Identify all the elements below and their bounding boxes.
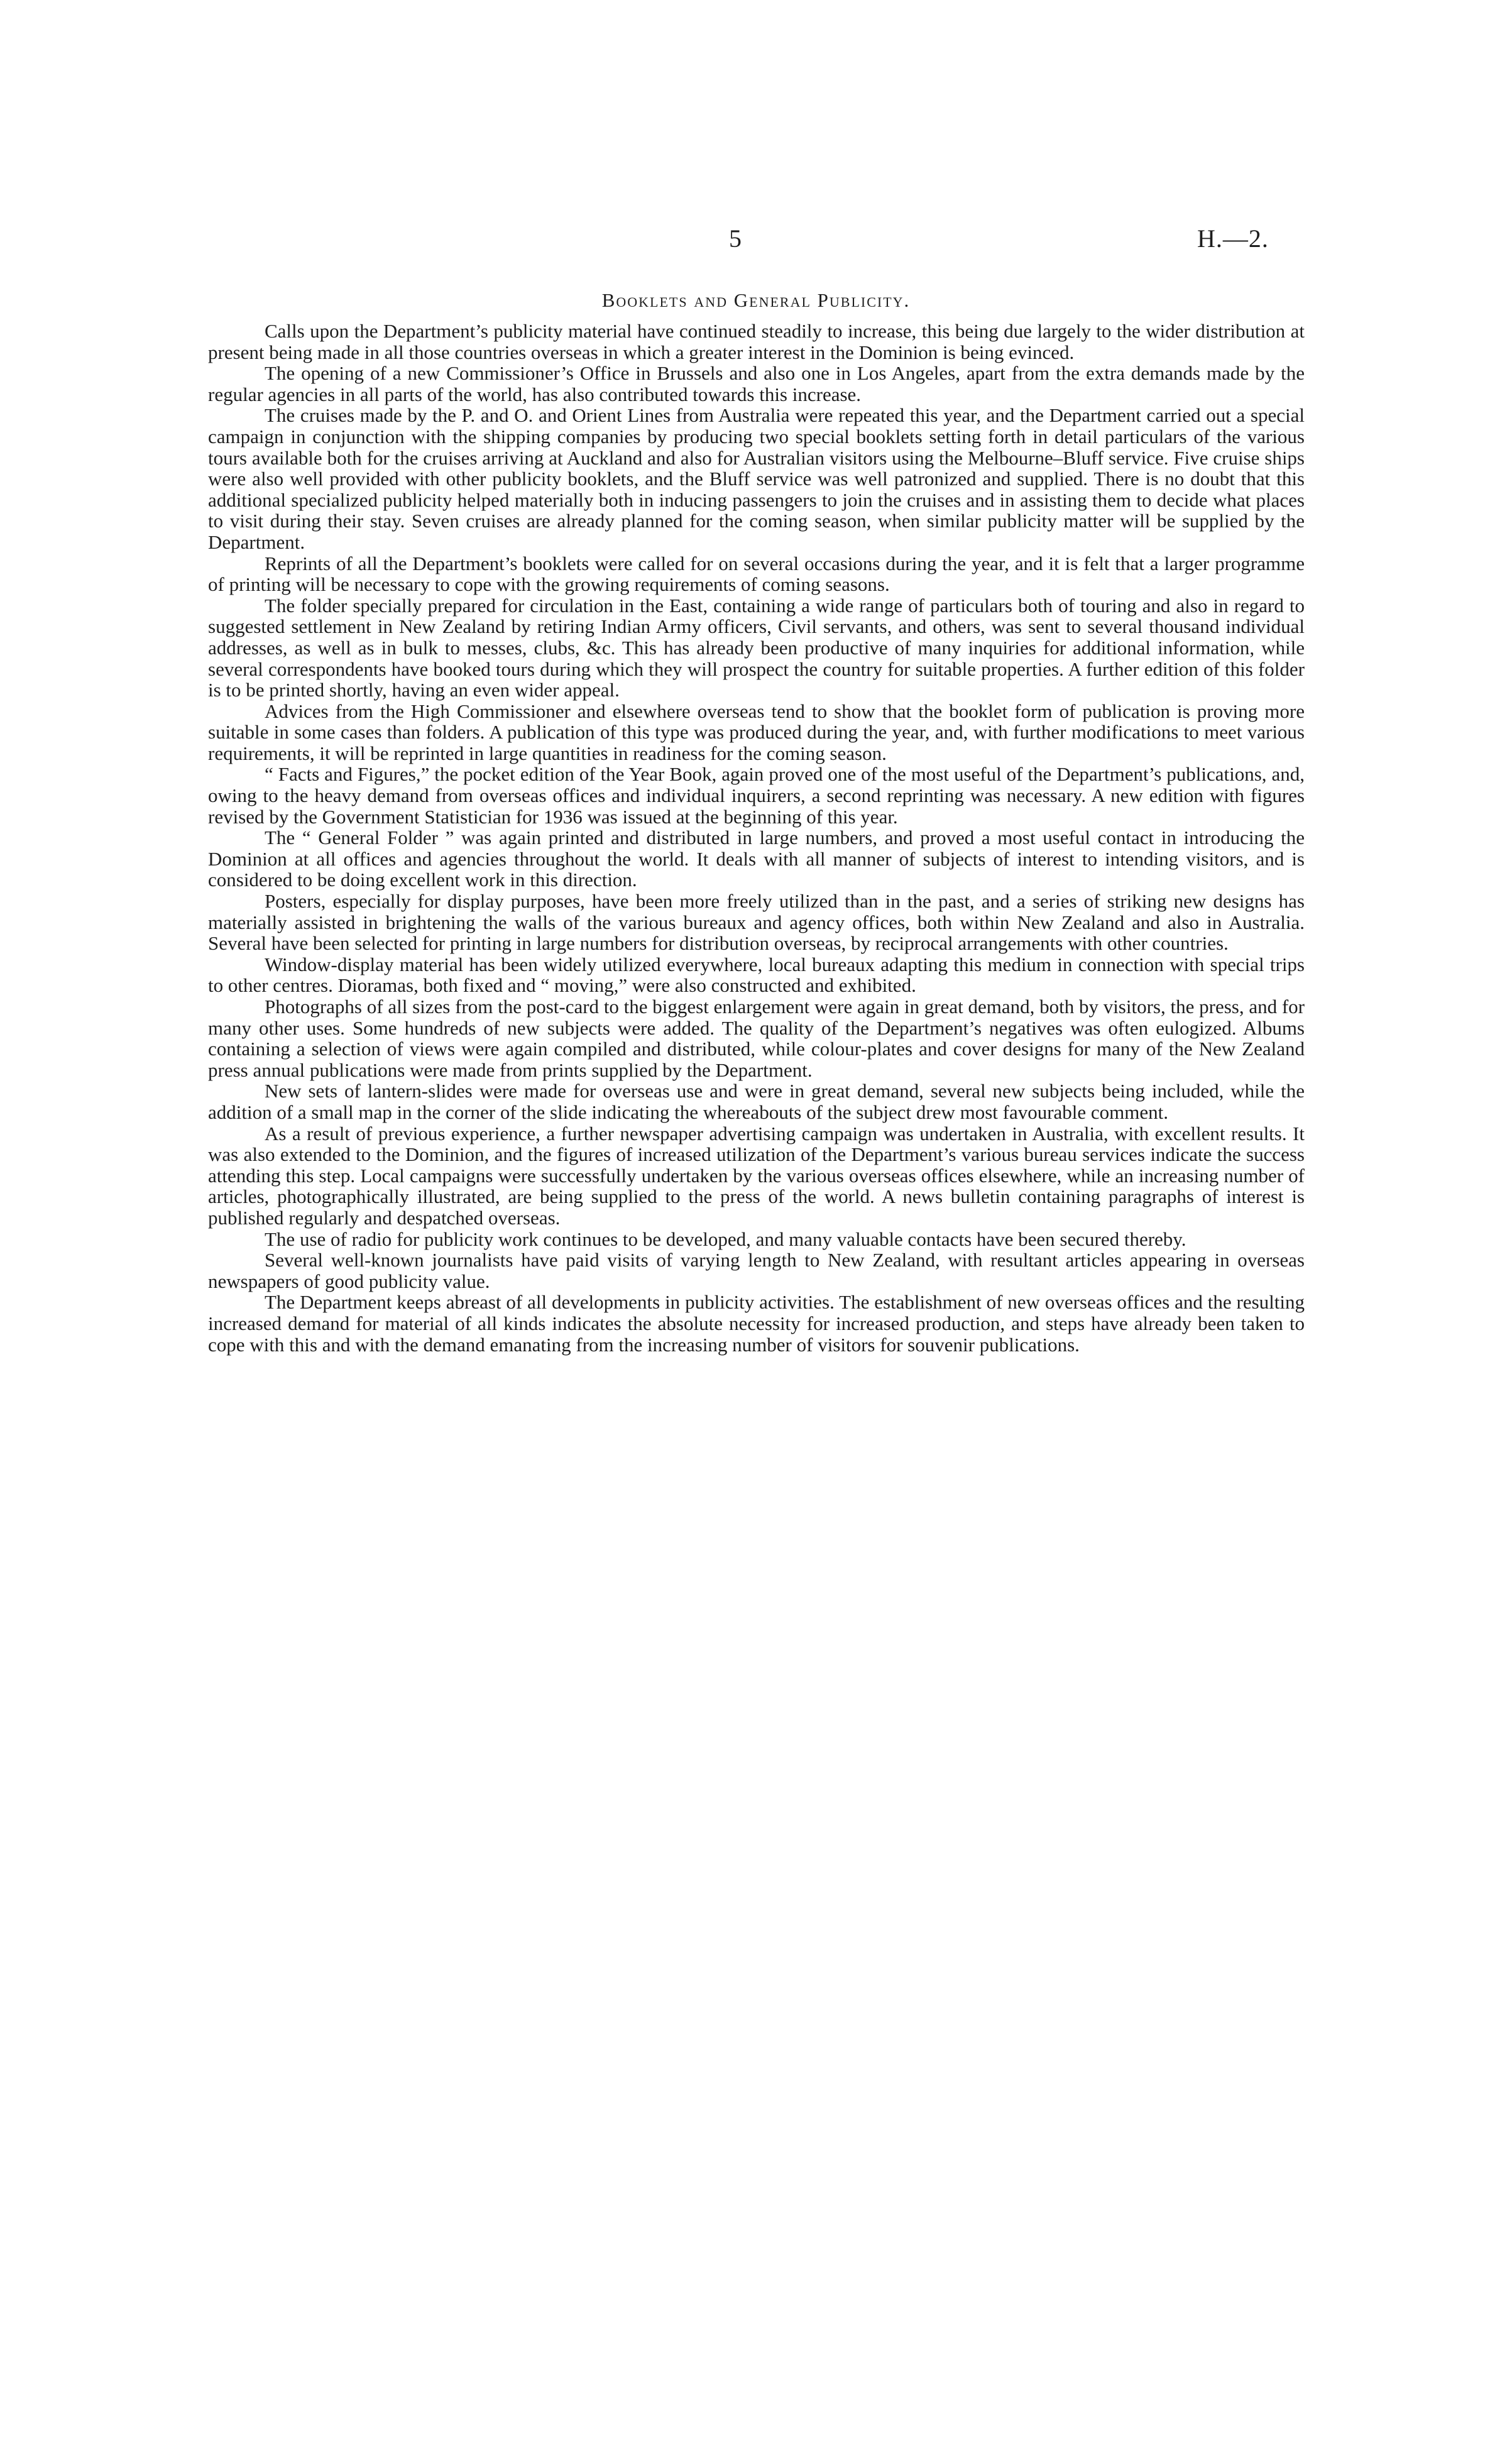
paragraph-photographs: Photographs of all sizes from the post-card to the biggest enlargement were again in great demand, both by visitors, the press, and for many other uses. Some hundreds of new subjects were added. The quality of the Department’s negatives was often eulogized. Albums containing a selection of views were again compiled and distributed, while colour-plates and cover designs for many of the New Zealand press annual publications were made from prints supplied by the Department.	[208, 996, 1305, 1081]
paragraph-newspaper-advertising: As a result of previous experience, a further newspaper advertising campaign was undertaken in Australia, with excellent results. It was also extended to the Dominion, and the figures of increased utilization of the Department’s various bureau services indicate the success attending this step. Local campaigns were successfully undertaken by the various overseas offices elsewhere, while an increasing number of articles, photographically illustrated, are being supplied to the press of the world. A news bulletin containing paragraphs of interest is published regularly and despatched overseas.	[208, 1122, 1305, 1229]
paragraph-facts-and-figures: “ Facts and Figures,” the pocket edition of the Year Book, again proved one of the most useful of the Department’s publications, and, owing to the heavy demand from overseas offices and individual inquirers, a second reprinting was necessary. A new edition with figures revised by the Government Statistician for 1936 was issued at the beginning of this year.	[208, 763, 1305, 828]
paragraph-general-folder: The “ General Folder ” was again printed and distributed in large numbers, and proved a most useful contact in introducing the Dominion at all offices and agencies throughout the world. It deals with all manner of subjects of interest to intending visitors, and is considered to be doing excellent work in this direction.	[208, 826, 1305, 891]
section-heading: Booklets and General Publicity.	[601, 289, 911, 311]
body-text	[208, 321, 1305, 1355]
paragraph-east-folder: The folder specially prepared for circulation in the East, containing a wide range of particulars both of touring and also in regard to suggested settlement in New Zealand by retiring Indian Army officers, Civil servants, and others, was sent to several thousand individual addresses, as well as in bulk to messes, clubs, &c. This has already been productive of many inquiries for additional information, while several correspondents have booked tours during which they will prospect the country for suitable properties. A further edition of this folder is to be printed shortly, having an even wider appeal.	[208, 594, 1305, 701]
paragraph-increase-in-calls: Calls upon the Department’s publicity material have continued steadily to increase, this being due largely to the wider distribution at present being made in all those countries overseas in which a greater interest in the Dominion is being evinced.	[208, 320, 1305, 363]
document-reference: H.—2.	[1197, 224, 1269, 253]
paragraph-cruises: The cruises made by the P. and O. and Orient Lines from Australia were repeated this year, and the Department carried out a special campaign in conjunction with the shipping companies by producing two special booklets setting forth in detail particulars of the various tours available both for the cruises arriving at Auckland and also for Australian visitors using the Melbourne–Bluff service. Five cruise ships were also well provided with other publicity booklets, and the Bluff service was well patronized and supplied. There is no doubt that this additional specialized publicity helped materially both in inducing passengers to join the cruises and in assisting them to decide what places to visit during their stay. Seven cruises are already planned for the coming season, when similar publicity matter will be supplied by the Department.	[208, 404, 1305, 553]
paragraph-booklet-form: Advices from the High Commissioner and elsewhere overseas tend to show that the booklet form of publication is proving more suitable in some cases than folders. A publication of this type was produced during the year, and, with further modifications to meet various requirements, it will be reprinted in large quantities in readiness for the coming season.	[208, 700, 1305, 764]
paragraph-window-display: Window-display material has been widely utilized everywhere, local bureaux adapting this medium in connection with special trips to other centres. Dioramas, both fixed and “ moving,” were also constructed and exhibited.	[208, 953, 1305, 997]
paragraph-journalists: Several well-known journalists have paid visits of varying length to New Zealand, with resultant articles appearing in overseas newspapers of good publicity value.	[208, 1249, 1305, 1292]
paragraph-posters: Posters, especially for display purposes, have been more freely utilized than in the past, and a series of striking new designs has materially assisted in brightening the walls of the various bureaux and agency offices, both within New Zealand and also in Australia. Several have been selected for printing in large numbers for distribution overseas, by reciprocal arrangements with other countries.	[208, 890, 1305, 955]
page-number: 5	[729, 224, 742, 253]
paragraph-lantern-slides: New sets of lantern-slides were made for overseas use and were in great demand, several new subjects being included, while the addition of a small map in the corner of the slide indicating the whereabouts of the subject drew most favourable comment.	[208, 1080, 1305, 1123]
paragraph-radio: The use of radio for publicity work continues to be developed, and many valuable contacts have been secured thereby.	[265, 1227, 1186, 1250]
paragraph-developments: The Department keeps abreast of all developments in publicity activities. The establishment of new overseas offices and the resulting increased demand for material of all kinds indicates the absolute necessity for increased production, and steps have already been taken to cope with this and with the demand emanating from the increasing number of visitors for souvenir publications.	[208, 1291, 1305, 1356]
paragraph-new-offices: The opening of a new Commissioner’s Office in Brussels and also one in Los Angeles, apart from the extra demands made by the regular agencies in all parts of the world, has also contributed towards this increase.	[208, 362, 1305, 405]
paragraph-reprints: Reprints of all the Department’s booklets were called for on several occasions during the year, and it is felt that a larger programme of printing will be necessary to cope with the growing requirements of coming seasons.	[208, 552, 1305, 596]
